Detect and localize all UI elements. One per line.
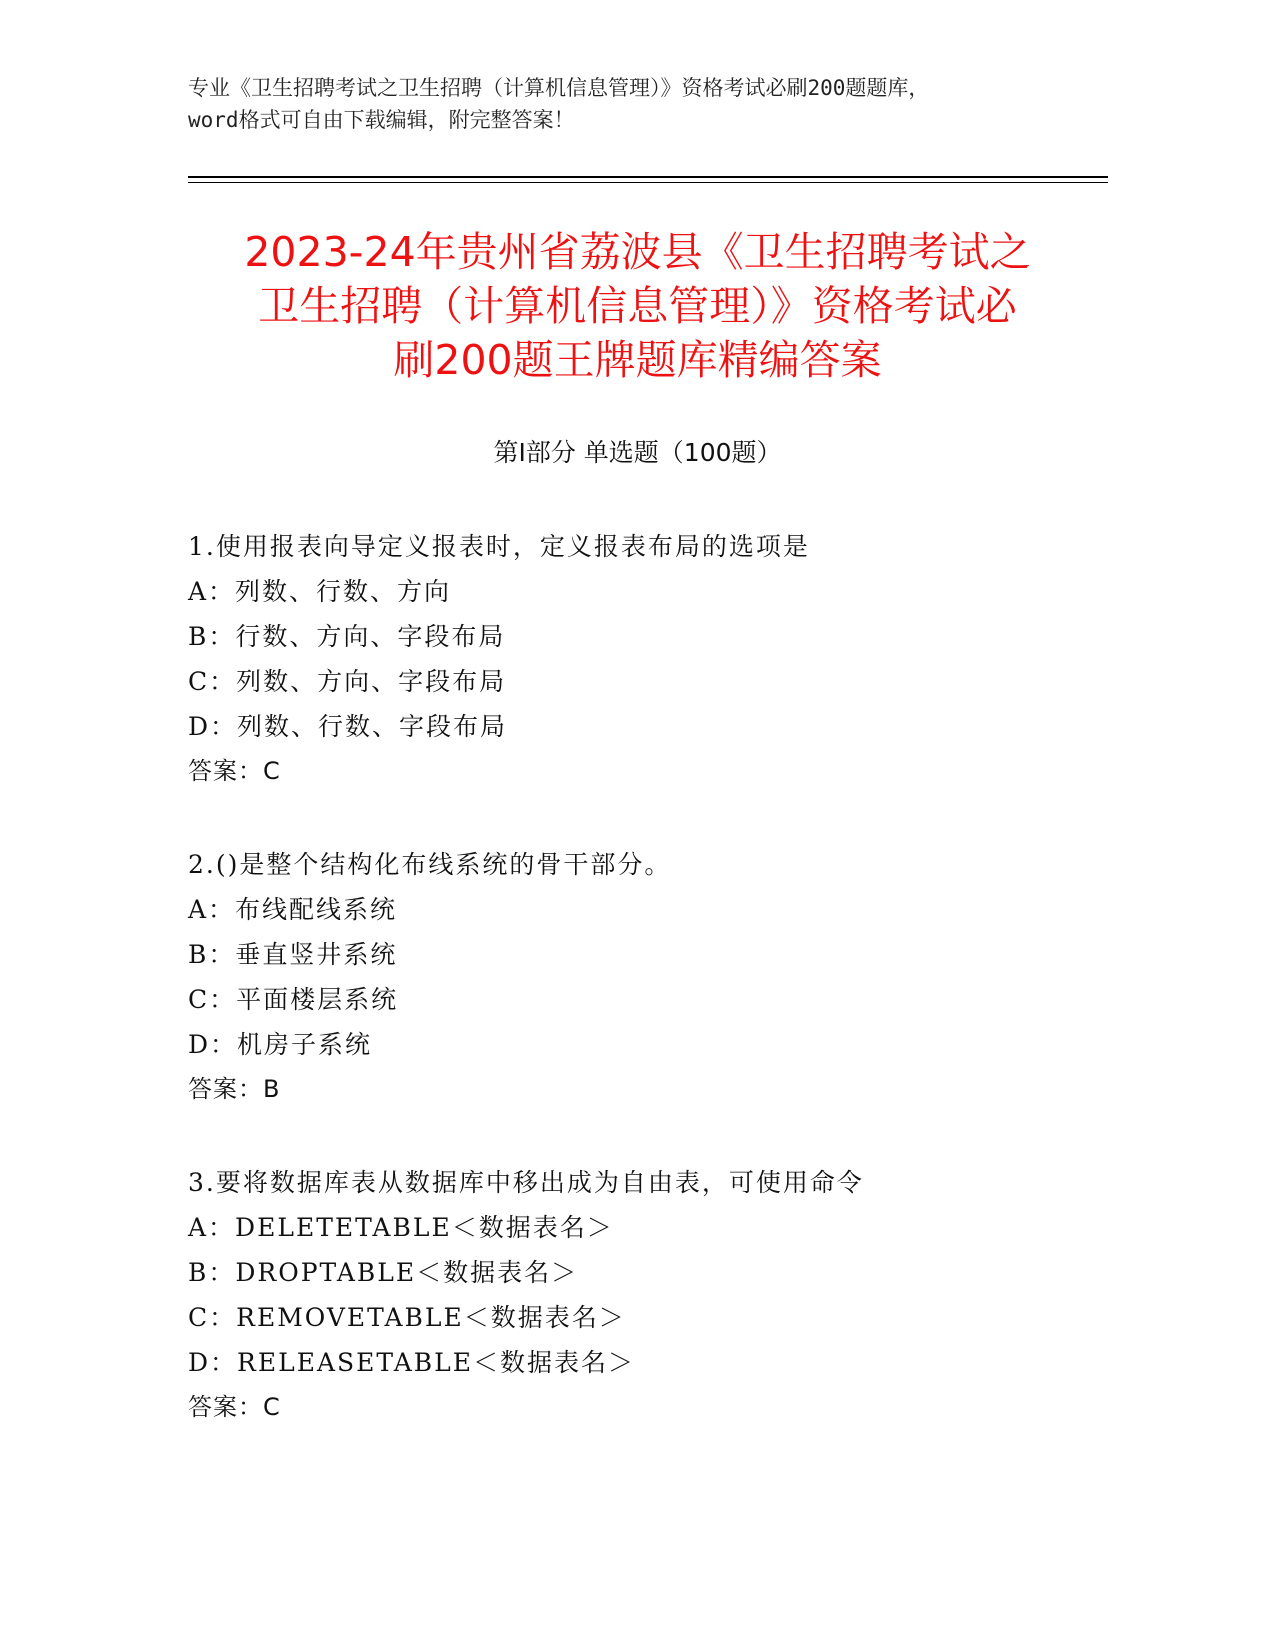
document-title-line-2: 卫生招聘（计算机信息管理）》资格考试必: [258, 282, 1017, 330]
option-b: B：DROPTABLE＜数据表名＞: [188, 1258, 579, 1287]
answer: 答案：C: [188, 1393, 281, 1421]
option-b: B：垂直竖井系统: [188, 940, 398, 969]
option-c: C：列数、方向、字段布局: [188, 667, 507, 696]
document-title: [150, 225, 1125, 387]
document-title-line-1: 2023-24年贵州省荔波县《卫生招聘考试之: [244, 228, 1031, 276]
option-d: D：RELEASETABLE＜数据表名＞: [188, 1348, 635, 1377]
header-divider-thick: [188, 176, 1108, 178]
document-title-line-3: 刷200题王牌题库精编答案: [393, 336, 882, 384]
answer: 答案：C: [188, 757, 281, 785]
section-title: 第Ⅰ部分 单选题（100题）: [493, 438, 782, 467]
option-c: C：平面楼层系统: [188, 985, 399, 1014]
option-d: D：机房子系统: [188, 1030, 373, 1059]
question-stem: 1.使用报表向导定义报表时，定义报表布局的选项是: [188, 532, 810, 561]
answer: 答案：B: [188, 1075, 281, 1103]
question-2: [188, 842, 1148, 1112]
header-note-line-2: word格式可自由下载编辑，附完整答案！: [188, 108, 575, 132]
header-note-line-1: 专业《卫生招聘考试之卫生招聘（计算机信息管理）》资格考试必刷200题题库，: [188, 76, 930, 100]
option-d: D：列数、行数、字段布局: [188, 712, 508, 741]
option-b: B：行数、方向、字段布局: [188, 622, 506, 651]
header-note: [188, 72, 1088, 136]
question-3: [188, 1160, 1148, 1430]
question-1: [188, 524, 1148, 794]
option-a: A：布线配线系统: [188, 895, 398, 924]
question-stem: 2.()是整个结构化布线系统的骨干部分。: [188, 850, 672, 879]
option-a: A：列数、行数、方向: [188, 577, 452, 606]
header-divider-thin: [188, 182, 1108, 183]
option-a: A：DELETETABLE＜数据表名＞: [188, 1213, 614, 1242]
question-stem: 3.要将数据库表从数据库中移出成为自由表，可使用命令: [188, 1168, 864, 1197]
option-c: C：REMOVETABLE＜数据表名＞: [188, 1303, 626, 1332]
